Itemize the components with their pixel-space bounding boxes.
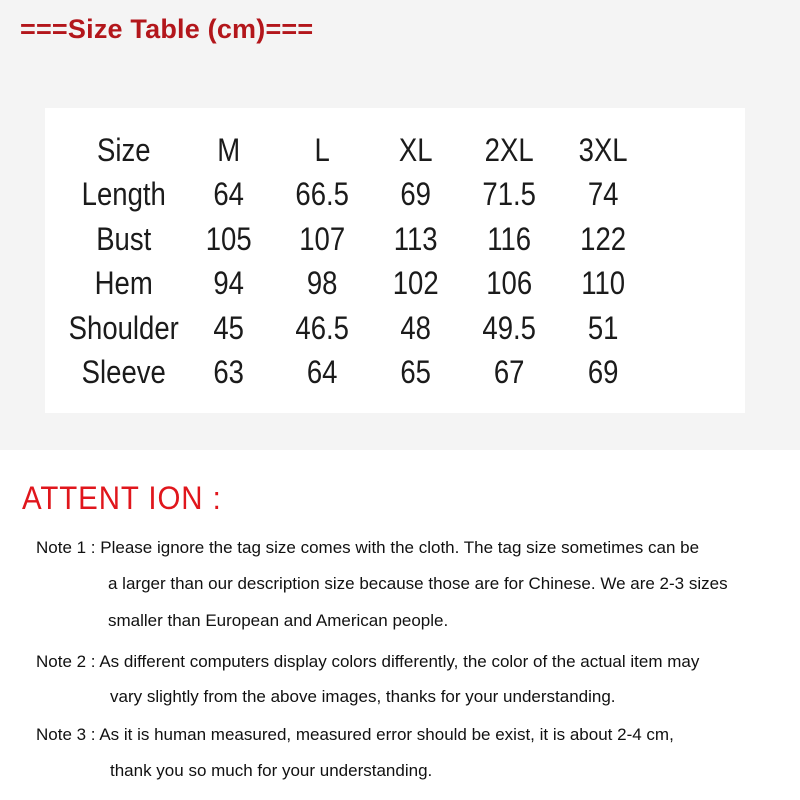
note-1-line-1: Note 1 : Please ignore the tag size comes with the cloth. The tag size sometimes can be <box>36 538 700 557</box>
table-cell: 74 <box>587 176 619 213</box>
table-cell: 67 <box>493 354 525 391</box>
header-cell-2xl: 2XL <box>484 131 534 168</box>
row-label-bust: Bust <box>96 220 152 257</box>
table-cell: 64 <box>306 354 338 391</box>
note-1-line-3: smaller than European and American people. <box>108 611 449 630</box>
header-cell-l: L <box>314 131 330 168</box>
table-cell: 94 <box>213 265 244 302</box>
note-2-line-2: vary slightly from the above images, thanks for your understanding. <box>110 687 616 706</box>
page-title: ===Size Table (cm)=== <box>20 14 314 44</box>
table-cell: 106 <box>486 265 533 302</box>
attention-heading: ATTENT ION : <box>22 480 222 516</box>
table-cell: 51 <box>587 309 619 346</box>
header-cell-size: Size <box>96 131 151 168</box>
row-label-hem: Hem <box>94 265 153 302</box>
note-2-line-1: Note 2 : As different computers display colors differently, the color of the actual item may <box>36 652 700 671</box>
row-label-sleeve: Sleeve <box>81 354 166 391</box>
header-cell-xl: XL <box>398 131 433 168</box>
header-cell-m: M <box>217 131 241 168</box>
table-cell: 46.5 <box>295 309 349 346</box>
size-table <box>65 128 650 395</box>
table-row-hem <box>65 262 650 307</box>
table-cell: 66.5 <box>295 176 349 213</box>
table-cell: 102 <box>392 265 439 302</box>
table-cell: 45 <box>213 309 244 346</box>
table-header-row <box>65 128 650 173</box>
note-3-line-2: thank you so much for your understanding. <box>110 761 433 780</box>
row-label-length: Length <box>81 176 166 213</box>
table-cell: 69 <box>400 176 431 213</box>
table-row-shoulder <box>65 306 650 351</box>
table-cell: 69 <box>587 354 619 391</box>
table-cell: 105 <box>205 220 252 257</box>
row-label-shoulder: Shoulder <box>68 309 179 346</box>
table-cell: 49.5 <box>482 309 536 346</box>
table-cell: 110 <box>581 265 626 302</box>
note-1-line-2: a larger than our description size because those are for Chinese. We are 2-3 sizes <box>108 574 728 593</box>
table-row-length <box>65 173 650 218</box>
table-cell: 71.5 <box>482 176 536 213</box>
note-3-line-1: Note 3 : As it is human measured, measured error should be exist, it is about 2-4 cm, <box>36 725 674 744</box>
table-cell: 107 <box>299 220 346 257</box>
table-cell: 48 <box>400 309 431 346</box>
table-cell: 116 <box>487 220 532 257</box>
table-row-bust <box>65 217 650 262</box>
table-row-sleeve <box>65 351 650 396</box>
header-cell-3xl: 3XL <box>578 131 628 168</box>
size-table-card <box>45 108 745 413</box>
table-cell: 98 <box>306 265 338 302</box>
table-cell: 65 <box>400 354 431 391</box>
table-cell: 122 <box>580 220 627 257</box>
table-cell: 113 <box>393 220 438 257</box>
table-cell: 63 <box>213 354 244 391</box>
table-cell: 64 <box>213 176 244 213</box>
